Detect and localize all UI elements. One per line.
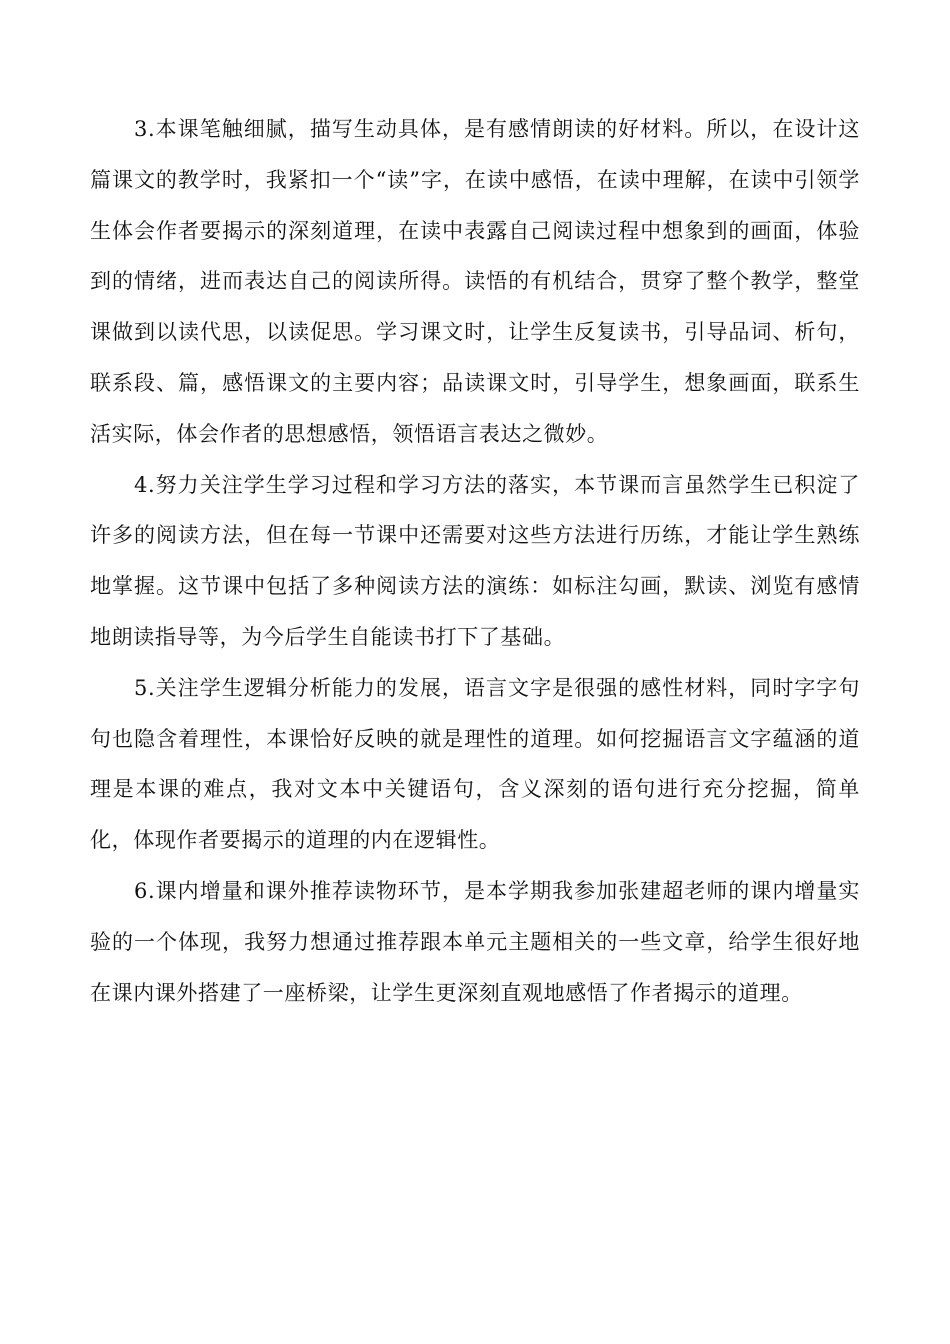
- paragraph-3: 3.本课笔触细腻，描写生动具体，是有感情朗读的好材料。所以，在设计这篇课文的教学时，我紧扣一个“读”字，在读中感悟，在读中理解，在读中引领学生体会作者要揭示的深刻道理，在读中表露自己阅读过程中想象到的画面，体验到的情绪，进而表达自己的阅读所得。读悟的有机结合，贯穿了整个教学，整堂课做到以读代思，以读促思。学习课文时，让学生反复读书，引导品词、析句，联系段、篇，感悟课文的主要内容；品读课文时，引导学生，想象画面，联系生活实际，体会作者的思想感悟，领悟语言表达之微妙。: [90, 117, 860, 446]
- paragraph-4: 4.努力关注学生学习过程和学习方法的落实，本节课而言虽然学生已积淀了许多的阅读方法，但在每一节课中还需要对这些方法进行历练，才能让学生熟练地掌握。这节课中包括了多种阅读方法的演练：如标注勾画，默读、浏览有感情地朗读指导等，为今后学生自能读书打下了基础。: [90, 472, 860, 649]
- paragraph-5: 5.关注学生逻辑分析能力的发展，语言文字是很强的感性材料，同时字字句句也隐含着理性，本课恰好反映的就是理性的道理。如何挖掘语言文字蕴涵的道理是本课的难点，我对文本中关键语句，含义深刻的语句进行充分挖掘，简单化，体现作者要揭示的道理的内在逻辑性。: [90, 675, 860, 853]
- document-body: [90, 104, 860, 1018]
- paragraph-6: 6.课内增量和课外推荐读物环节，是本学期我参加张建超老师的课内增量实验的一个体现，我努力想通过推荐跟本单元主题相关的一些文章，给学生很好地在课内课外搭建了一座桥梁，让学生更深刻直观地感悟了作者揭示的道理。: [90, 878, 860, 1005]
